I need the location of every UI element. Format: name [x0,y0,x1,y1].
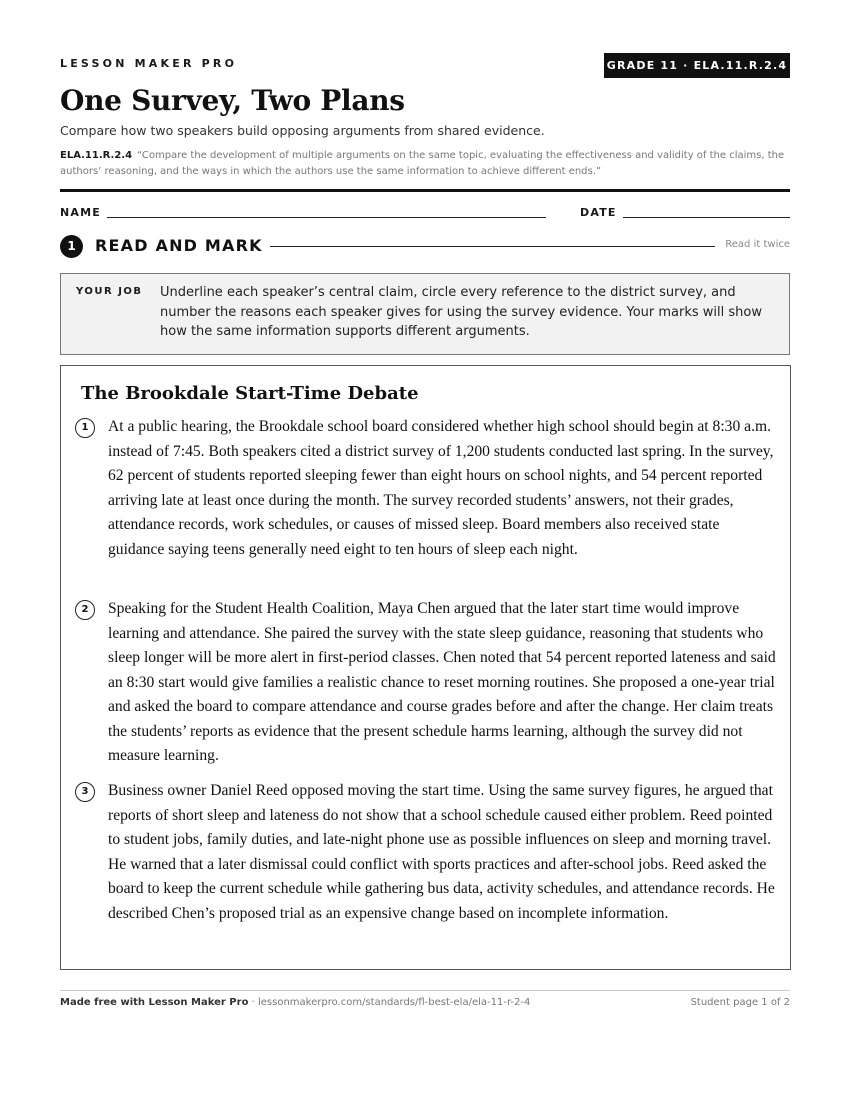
footer-divider [60,990,790,991]
paragraph-number: 1 [75,418,95,438]
name-label: NAME [60,206,101,219]
footer-made-with: Made free with Lesson Maker Pro [60,997,249,1008]
footer-url[interactable]: lessonmakerpro.com/standards/fl-best-ela/ela-11-r-2-4 [257,997,531,1008]
step-note: Read it twice [725,239,790,250]
page-title: One Survey, Two Plans [60,84,405,117]
standard-text: “Compare the development of multiple arguments on the same topic, evaluating the effectiveness and validity of the claims, the authors’ reasoning, and the ways in which the authors use the same information to achieve different ends.” [60,150,785,177]
passage-paragraph: At a public hearing, the Brookdale school board considered whether high school should begin at 8:30 a.m. instead of 7:45. Both speakers cited a district survey of 1,200 students conducted last spring. In the survey, 62 percent of students reported sleeping fewer than eight hours on school nights, and 54 percent reported arriving late at least once during the month. The survey recorded students’ answers, not their grades, attendance records, work schedules, or causes of missed sleep. Board members also received state guidance saying teens generally need eight to ten hours of sleep each night. [108,418,774,558]
header-divider [60,189,790,192]
name-field[interactable] [107,217,546,218]
reading-passage [60,365,791,970]
page-number: Student page 1 of 2 [690,997,790,1008]
grade-badge: GRADE 11 · ELA.11.R.2.4 [604,53,790,78]
passage-title: The Brookdale Start-Time Debate [81,383,419,404]
instructions-label: YOUR JOB [76,286,143,297]
footer-separator: · [248,997,258,1008]
date-label: DATE [580,206,617,219]
standard-code: ELA.11.R.2.4 [60,150,133,161]
instructions-text: Underline each speaker’s central claim, circle every reference to the district survey, and number the reasons each speaker gives for using the survey evidence. Your marks will show how the same information supports different arguments. [160,285,762,339]
step-divider [270,246,715,247]
page-subtitle: Compare how two speakers build opposing arguments from shared evidence. [60,123,545,138]
passage-paragraph: Speaking for the Student Health Coalition, Maya Chen argued that the later start time would improve learning and attendance. She paired the survey with the state sleep guidance, reasoning that students who sleep longer will be more alert in first-period classes. Chen noted that 54 percent reported lateness and said an 8:30 start would give families a realistic chance to reset morning routines. She proposed a one-year trial and asked the board to compare attendance and course grades before and after the change. Her claim treats the students’ reports as evidence that the present schedule harms learning, although the survey did not measure learning. [108,600,776,764]
paragraph-number: 2 [75,600,95,620]
brand-name: LESSON MAKER PRO [60,57,238,70]
paragraph-number: 3 [75,782,95,802]
footer-credit [60,997,530,1008]
date-field[interactable] [623,217,790,218]
standard-description [60,148,790,179]
passage-paragraph: Business owner Daniel Reed opposed moving the start time. Using the same survey figures, he argued that reports of short sleep and lateness do not show that a school schedule caused either problem. Reed pointed to student jobs, family duties, and late-night phone use as possible influences on sleep and morning travel. He warned that a later dismissal could conflict with sports practices and after-school jobs. Reed asked the board to keep the current schedule while gathering bus data, activity schedules, and attendance records. He described Chen’s proposed trial as an expensive change based on incomplete information. [108,782,775,922]
step-number-badge: 1 [60,235,83,258]
instructions-box [60,273,790,355]
step-title: READ AND MARK [95,236,263,255]
